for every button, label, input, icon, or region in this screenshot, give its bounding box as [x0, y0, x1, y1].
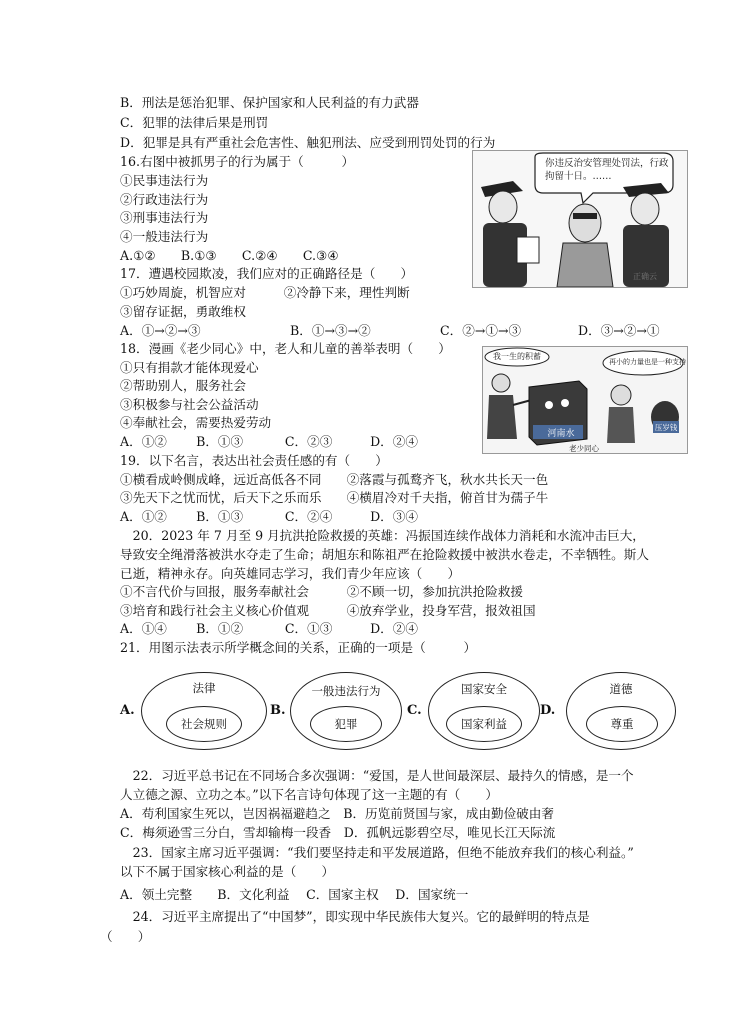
q20-options: A．①④ B．①② C．①③ D．②④: [120, 621, 418, 636]
q18-item-4: ④奉献社会，需要热爱劳动: [120, 415, 272, 430]
diagram-letter-a: A.: [120, 703, 135, 718]
question-23-line2: 以下不属于国家核心利益的是（ ）: [120, 864, 335, 879]
q19-items-1-2: ①横看成岭侧成峰，远近高低各不同 ②落霞与孤鹜齐飞，秋水共长天一色: [120, 472, 549, 487]
left-officer: [481, 181, 539, 287]
label-outer-a: 法律: [192, 681, 216, 695]
cartoon1-bubble-text: 你违反治安管理处罚法，行政拘留十日。……: [545, 158, 669, 182]
old-man: [487, 374, 535, 439]
question-22-line1: 22．习近平总书记在不同场合多次强调：“爱国，是人世间最深层、最持久的情感，是一个: [120, 768, 634, 783]
label-outer-c: 国家安全: [461, 682, 507, 696]
bubble-right-text: 再小的力量也是一种支持: [609, 358, 686, 366]
line-d-crime-definition: D．犯罪是具有严重社会危害性、触犯刑法、应受到刑罚处罚的行为: [120, 135, 496, 150]
q18-item-3: ③积极参与社会公益活动: [120, 397, 259, 412]
money-bag-label: 压岁钱: [654, 423, 678, 432]
label-outer-d: 道德: [609, 682, 633, 696]
question-18: 18．漫画《老少同心》中，老人和儿童的善举表明（ ）: [120, 341, 451, 356]
line-c-crime-consequence: C．犯罪的法律后果是刑罚: [120, 115, 269, 130]
q23-options: A．领土完整 B．文化利益 C．国家主权 D．国家统一: [120, 887, 469, 902]
donation-box-label: 河南水: [547, 429, 575, 439]
q17-option-c: C．②→①→③: [440, 323, 522, 338]
q19-options: A．①② B．①③ C．②④ D．③④: [120, 509, 418, 524]
diagram-letter-d: D.: [540, 703, 556, 718]
q16-item-3: ③刑事违法行为: [120, 210, 209, 225]
question-20-line1: 20．2023 年 7 月至 9 月抗洪抢险救援的英雄：冯振国连续作战体力消耗和水流冲击巨大，: [120, 528, 645, 543]
detained-man: [557, 204, 613, 287]
cartoon-old-and-young: [482, 346, 688, 454]
q17-item-3: ③留存证据，勇敢维权: [120, 304, 246, 319]
question-24-line2: （ ）: [100, 929, 151, 944]
line-b-criminal-law: B．刑法是惩治犯罪、保护国家和人民利益的有力武器: [120, 95, 419, 110]
q20-items-3-4: ③培育和践行社会主义核心价值观 ④放弃学业，投身军营，报效祖国: [120, 603, 536, 618]
question-17: 17．遭遇校园欺凌，我们应对的正确路径是（ ）: [120, 266, 414, 281]
question-20-line2: 导致安全绳滑落被洪水夺走了生命；胡旭东和陈祖严在抢险救援中被洪水卷走，不幸牺牲。斯人: [120, 547, 649, 562]
q18-item-1: ①只有捐款才能体现爱心: [120, 360, 259, 375]
q18-options: A．①② B．①③ C．②③ D．②④: [120, 434, 418, 449]
label-outer-b: 一般违法行为: [311, 684, 381, 698]
question-19: 19．以下名言，表达出社会责任感的有（ ）: [120, 453, 388, 468]
question-20-line3: 已逝，精神永存。向英雄同志学习，我们青少年应该（ ）: [120, 566, 461, 581]
label-inner-c: 国家利益: [461, 717, 507, 731]
question-21: 21．用图示法表示所学概念间的关系，正确的一项是（ ）: [120, 640, 477, 655]
question-24-line1: 24．习近平主席提出了“中国梦”，即实现中华民族伟大复兴。它的最鲜明的特点是: [120, 909, 590, 924]
cartoon1-watermark: 正确云: [633, 272, 657, 281]
label-inner-b: 犯罪: [334, 717, 358, 731]
q18-item-2: ②帮助别人，服务社会: [120, 378, 246, 393]
q16-options: A.①② B.①③ C.②④ C.③④: [120, 248, 339, 263]
question-16: 16.右图中被抓男子的行为属于（ ）: [120, 154, 355, 169]
cartoon2-caption: 老少同心: [569, 444, 599, 453]
bubble-left-text: 我一生的积蓄: [493, 352, 541, 361]
q22-options-cd: C．梅须逊雪三分白，雪却输梅一段香 D．孤帆远影碧空尽，唯见长江天际流: [120, 825, 556, 840]
q20-items-1-2: ①不言代价与回报，服务奉献社会 ②不顾一切，参加抗洪抢险救援: [120, 584, 523, 599]
question-23-line1: 23．国家主席习近平强调：“我们要坚持走和平发展道路，但绝不能放弃我们的核心利益。”: [120, 845, 634, 860]
q17-option-d: D．③→②→①: [578, 323, 660, 338]
q17-items-1-2: ①巧妙周旋，机智应对 ②冷静下来，理性判断: [120, 285, 410, 300]
q17-option-b: B．①→③→②: [290, 323, 371, 338]
q16-item-4: ④一般违法行为: [120, 229, 209, 244]
question-22-line2: 人立德之源、立功之本。”以下名言诗句体现了这一主题的有（ ）: [120, 787, 498, 802]
diagram-letter-b: B.: [270, 703, 286, 718]
q16-item-1: ①民事违法行为: [120, 173, 209, 188]
q19-items-3-4: ③先天下之忧而忧，后天下之乐而乐 ④横眉冷对千夫指，俯首甘为孺子牛: [120, 490, 549, 505]
label-inner-d: 尊重: [610, 717, 634, 731]
q22-options-ab: A．苟利国家生死以，岂因祸福避趋之 B．历览前贤国与家，成由勤俭破由奢: [120, 806, 554, 821]
child: [607, 385, 635, 443]
label-inner-a: 社会规则: [181, 717, 227, 731]
q16-item-2: ②行政违法行为: [120, 192, 209, 207]
cartoon-police-detention: [472, 150, 688, 288]
q17-option-a: A．①→②→③: [120, 323, 201, 338]
diagram-letter-c: C.: [407, 703, 422, 718]
